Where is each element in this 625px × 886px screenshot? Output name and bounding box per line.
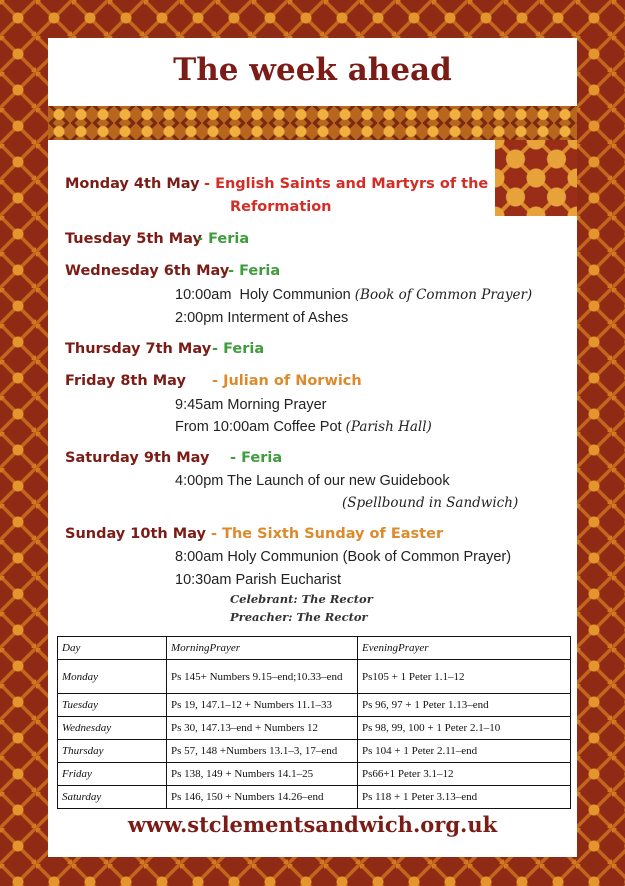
table-cell-evening: Ps105 + 1 Peter 1.1–12	[358, 660, 571, 694]
service-name: From 10:00am Coffee Pot	[175, 419, 342, 435]
table-cell-morning: Ps 30, 147.13–end + Numbers 12	[167, 717, 358, 740]
table-cell-day: Saturday	[58, 786, 167, 809]
table-cell-morning: Ps 19, 147.1–12 + Numbers 11.1–33	[167, 694, 358, 717]
page-title: The week ahead	[173, 52, 452, 88]
table-cell-evening: Ps 118 + 1 Peter 3.13–end	[358, 786, 571, 809]
table-row	[58, 694, 571, 717]
service-wednesday-1	[175, 287, 532, 303]
day-heading-friday: Friday 8th May	[65, 373, 186, 389]
feast-sunday: - The Sixth Sunday of Easter	[211, 526, 444, 542]
service-saturday-location: (Spellbound in Sandwich)	[342, 495, 519, 511]
header-morning-prayer: MorningPrayer	[167, 637, 358, 660]
service-name: Holy Communion	[239, 287, 351, 303]
feast-friday: - Julian of Norwich	[212, 373, 362, 389]
table-cell-day: Monday	[58, 660, 167, 694]
table-cell-evening: Ps 104 + 1 Peter 2.11–end	[358, 740, 571, 763]
table-cell-day: Tuesday	[58, 694, 167, 717]
table-cell-day: Wednesday	[58, 717, 167, 740]
table-header-row	[58, 637, 571, 660]
day-heading-wednesday: Wednesday 6th May	[65, 263, 230, 279]
table-cell-morning: Ps 146, 150 + Numbers 14.26–end	[167, 786, 358, 809]
service-friday-1: 9:45am Morning Prayer	[175, 397, 327, 413]
service-saturday-1: 4:00pm The Launch of our new Guidebook	[175, 473, 450, 489]
decorative-tile-band	[48, 106, 577, 140]
readings-table	[57, 636, 571, 809]
day-heading-saturday: Saturday 9th May	[65, 450, 210, 466]
table-cell-morning: Ps 57, 148 +Numbers 13.1–3, 17–end	[167, 740, 358, 763]
day-heading-monday: Monday 4th May	[65, 176, 200, 192]
service-wednesday-2: 2:00pm Interment of Ashes	[175, 310, 349, 326]
day-heading-thursday: Thursday 7th May	[65, 341, 212, 357]
website-link[interactable]: www.stclementsandwich.org.uk	[127, 812, 498, 837]
service-note: (Parish Hall)	[345, 419, 432, 435]
feast-thursday: - Feria	[212, 341, 265, 357]
table-cell-day: Thursday	[58, 740, 167, 763]
feast-tuesday: - Feria	[197, 231, 250, 247]
service-friday-2	[175, 419, 432, 435]
feast-monday-line2: Reformation	[230, 199, 332, 215]
celebrant-line: Celebrant: The Rector	[230, 592, 373, 606]
table-cell-evening: Ps 96, 97 + 1 Peter 1.13–end	[358, 694, 571, 717]
day-heading-sunday: Sunday 10th May	[65, 526, 207, 542]
table-cell-morning: Ps 138, 149 + Numbers 14.1–25	[167, 763, 358, 786]
service-note: (Book of Common Prayer)	[354, 287, 533, 303]
day-heading-tuesday: Tuesday 5th May	[65, 231, 202, 247]
table-row	[58, 740, 571, 763]
feast-monday-line1: - English Saints and Martyrs of the	[204, 176, 489, 192]
service-sunday-1: 8:00am Holy Communion (Book of Common Prayer)	[175, 549, 512, 565]
table-row	[58, 717, 571, 740]
preacher-line: Preacher: The Rector	[230, 610, 368, 624]
table-cell-evening: Ps 98, 99, 100 + 1 Peter 2.1–10	[358, 717, 571, 740]
fleur-de-lis-tile-icon	[495, 140, 577, 216]
feast-wednesday: - Feria	[228, 263, 281, 279]
header-evening-prayer: EveningPrayer	[358, 637, 571, 660]
table-cell-evening: Ps66+1 Peter 3.1–12	[358, 763, 571, 786]
table-row	[58, 660, 571, 694]
header-day: Day	[58, 637, 167, 660]
table-row	[58, 763, 571, 786]
table-row	[58, 786, 571, 809]
service-time: 10:00am	[175, 287, 232, 303]
title-panel	[48, 38, 577, 106]
table-cell-morning: Ps 145+ Numbers 9.15–end;10.33–end	[167, 660, 358, 694]
feast-saturday: - Feria	[230, 450, 283, 466]
service-sunday-2: 10:30am Parish Eucharist	[175, 572, 342, 588]
table-cell-day: Friday	[58, 763, 167, 786]
